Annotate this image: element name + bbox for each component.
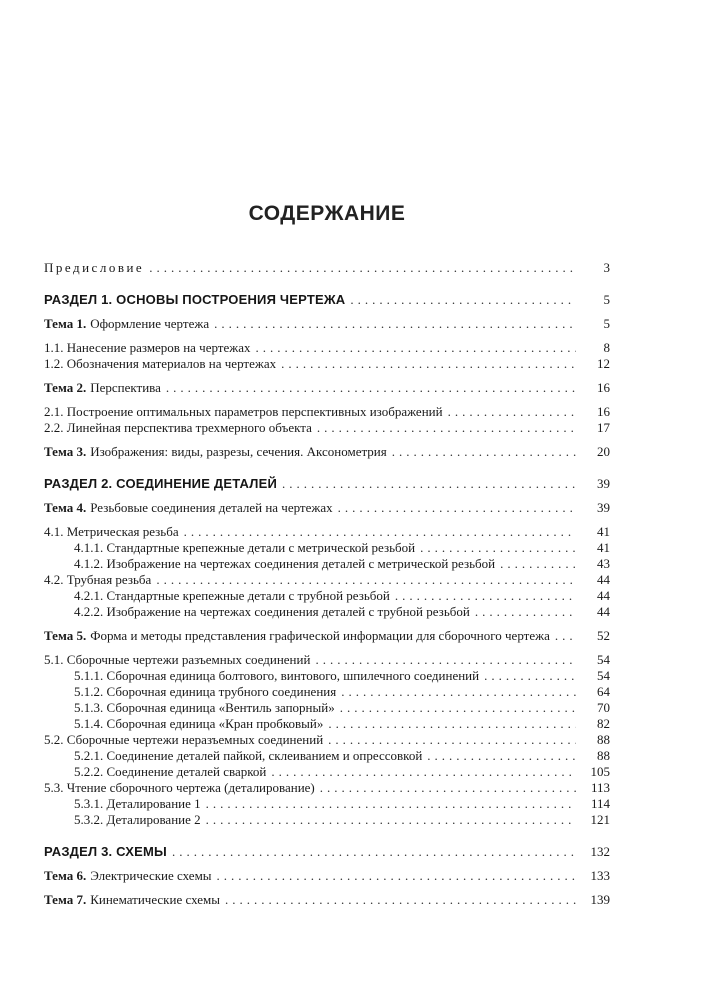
toc-entry-label — [74, 540, 415, 556]
dot-leader — [156, 572, 576, 588]
dot-leader — [341, 684, 576, 700]
toc-entry — [44, 340, 610, 356]
toc-entry-page: 41 — [597, 540, 610, 555]
toc-entry-label — [44, 476, 277, 492]
toc-entry — [44, 588, 610, 604]
dot-leader — [427, 748, 576, 764]
toc-entry-label — [74, 764, 266, 780]
toc-entry-page: 82 — [597, 716, 610, 731]
toc-entry-text: 5.3.1. Деталирование 1 — [74, 796, 201, 811]
toc-entry — [44, 556, 610, 572]
toc-entry-label — [44, 316, 209, 332]
toc-entry-prefix: Тема 4. — [44, 500, 87, 515]
toc-entry-text: РАЗДЕЛ 3. СХЕМЫ — [44, 844, 167, 859]
toc-entry-text: Изображения: виды, разрезы, сечения. Аксонометрия — [90, 444, 387, 459]
toc-entry-page: 133 — [590, 868, 610, 883]
toc-entry-page: 17 — [597, 420, 610, 435]
dot-leader — [282, 476, 576, 492]
toc-entry-label — [74, 700, 335, 716]
dot-leader — [281, 356, 576, 372]
toc-entry-page: 39 — [597, 500, 610, 515]
toc-entry-prefix: Тема 2. — [44, 380, 87, 395]
toc-entry-page: 132 — [590, 844, 610, 859]
toc-entry-page: 44 — [597, 572, 610, 587]
toc-entry-text: Кинематические схемы — [90, 892, 220, 907]
toc-entry-label — [74, 604, 470, 620]
toc-entry-page: 139 — [590, 892, 610, 907]
toc-entry-page: 54 — [597, 668, 610, 683]
toc-entry-label — [44, 260, 144, 276]
toc-entry-label — [44, 444, 387, 460]
dot-leader — [448, 404, 576, 420]
toc-entry-label — [44, 780, 315, 796]
dot-leader — [256, 340, 576, 356]
dot-leader — [317, 420, 576, 436]
page-title: СОДЕРЖАНИЕ — [248, 202, 406, 225]
toc-entry-page: 88 — [597, 748, 610, 763]
toc-entry — [44, 316, 610, 332]
toc-entry — [44, 780, 610, 796]
dot-leader — [350, 292, 576, 308]
toc-entry-page: 52 — [597, 628, 610, 643]
dot-leader — [395, 588, 576, 604]
toc-entry — [44, 476, 610, 492]
toc-entry-page: 121 — [590, 812, 610, 827]
toc-entry-text: 5.1. Сборочные чертежи разъемных соединений — [44, 652, 311, 667]
toc-entry-text: РАЗДЕЛ 1. ОСНОВЫ ПОСТРОЕНИЯ ЧЕРТЕЖА — [44, 292, 346, 307]
toc-entry — [44, 652, 610, 668]
toc-entry-label — [44, 652, 310, 668]
toc-entry-label — [44, 340, 251, 356]
dot-leader — [338, 500, 576, 516]
toc-entry-prefix: Тема 3. — [44, 444, 87, 459]
toc-entry-text: 4.1.1. Стандартные крепежные детали с метрической резьбой — [74, 540, 416, 555]
toc-entry-label — [44, 292, 345, 308]
toc-entry-text: 5.2. Сборочные чертежи неразъемных соединений — [44, 732, 324, 747]
toc-entry-text: 5.2.1. Соединение деталей пайкой, склеиванием и опрессовкой — [74, 748, 423, 763]
toc-entry-label — [44, 732, 323, 748]
toc-entry — [44, 628, 610, 644]
toc-entry-page: 70 — [597, 700, 610, 715]
dot-leader — [392, 444, 576, 460]
dot-leader — [166, 380, 576, 396]
toc-entry-prefix: Тема 7. — [44, 892, 87, 907]
dot-leader — [475, 604, 576, 620]
dot-leader — [206, 812, 576, 828]
toc-entry-page: 20 — [597, 444, 610, 459]
toc-entry — [44, 716, 610, 732]
toc-entry-text: 1.2. Обозначения материалов на чертежах — [44, 356, 277, 371]
dot-leader — [328, 732, 576, 748]
toc-entry-text: 4.1.2. Изображение на чертежах соединения деталей с метрической резьбой — [74, 556, 496, 571]
toc-entry-text: 4.2.1. Стандартные крепежные детали с трубной резьбой — [74, 588, 390, 603]
dot-leader — [340, 700, 576, 716]
toc-entry — [44, 764, 610, 780]
toc-entry-text: 4.2. Трубная резьба — [44, 572, 152, 587]
toc-entry-text: 5.1.2. Сборочная единица трубного соединения — [74, 684, 337, 699]
toc-entry-text: 5.3. Чтение сборочного чертежа (деталирование) — [44, 780, 315, 795]
toc-entry-label — [74, 556, 495, 572]
toc-entry — [44, 732, 610, 748]
toc-entry-page: 16 — [597, 404, 610, 419]
dot-leader — [420, 540, 576, 556]
toc-entry-label — [44, 868, 212, 884]
dot-leader — [500, 556, 576, 572]
toc-entry-text: Резьбовые соединения деталей на чертежах — [90, 500, 333, 515]
toc-entry-label — [44, 892, 220, 908]
toc-entry-text: Перспектива — [90, 380, 161, 395]
toc-entry — [44, 700, 610, 716]
toc-entry-prefix: Тема 6. — [44, 868, 87, 883]
toc-entry — [44, 524, 610, 540]
dot-leader — [484, 668, 576, 684]
toc-entry — [44, 868, 610, 884]
toc-entry-page: 41 — [597, 524, 610, 539]
toc-entry-page: 5 — [603, 292, 610, 307]
toc-entry-label — [44, 572, 151, 588]
toc-entry — [44, 444, 610, 460]
toc-entry-text: 2.1. Построение оптимальных параметров перспективных изображений — [44, 404, 443, 419]
toc-list — [44, 260, 610, 908]
toc-entry — [44, 844, 610, 860]
toc-entry-page: 12 — [597, 356, 610, 371]
toc-entry — [44, 604, 610, 620]
dot-leader — [315, 652, 576, 668]
toc-entry — [44, 748, 610, 764]
toc-entry-text: Предисловие — [44, 260, 145, 275]
toc-entry — [44, 356, 610, 372]
toc-entry-page: 5 — [603, 316, 610, 331]
dot-leader — [271, 764, 576, 780]
toc-entry-label — [44, 420, 312, 436]
dot-leader — [149, 260, 576, 276]
toc-entry-text: Форма и методы представления графической информации для сборочного чертежа — [90, 628, 550, 643]
toc-entry-text: 4.1. Метрическая резьба — [44, 524, 179, 539]
toc-entry-text: 5.3.2. Деталирование 2 — [74, 812, 201, 827]
toc-entry-prefix: Тема 1. — [44, 316, 87, 331]
toc-entry-label — [74, 716, 323, 732]
toc-entry-page: 88 — [597, 732, 610, 747]
toc-entry-page: 8 — [603, 340, 610, 355]
toc-entry-text: 5.1.3. Сборочная единица «Вентиль запорный» — [74, 700, 335, 715]
toc-entry-page: 44 — [597, 588, 610, 603]
toc-entry-label — [44, 380, 161, 396]
toc-entry-page: 3 — [603, 260, 610, 275]
toc-entry-text: 5.2.2. Соединение деталей сваркой — [74, 764, 267, 779]
toc-entry-text: 1.1. Нанесение размеров на чертежах — [44, 340, 251, 355]
toc-entry-label — [74, 748, 422, 764]
toc-entry-label — [44, 844, 167, 860]
toc-entry — [44, 892, 610, 908]
toc-entry — [44, 420, 610, 436]
toc-entry — [44, 404, 610, 420]
toc-entry-text: 2.2. Линейная перспектива трехмерного объекта — [44, 420, 312, 435]
toc-entry-text: Оформление чертежа — [90, 316, 210, 331]
toc-entry-text: 4.2.2. Изображение на чертежах соединения деталей с трубной резьбой — [74, 604, 470, 619]
toc-entry-label — [74, 588, 390, 604]
toc-entry-page: 113 — [590, 780, 610, 795]
dot-leader — [555, 628, 576, 644]
toc-entry — [44, 540, 610, 556]
dot-leader — [328, 716, 576, 732]
toc-entry-label — [74, 684, 336, 700]
toc-entry-label — [44, 356, 276, 372]
toc-entry-text: 5.1.1. Сборочная единица болтового, винтового, шпилечного соединений — [74, 668, 480, 683]
toc-entry-text: РАЗДЕЛ 2. СОЕДИНЕНИЕ ДЕТАЛЕЙ — [44, 476, 278, 491]
toc-entry-page: 64 — [597, 684, 610, 699]
toc-entry-page: 16 — [597, 380, 610, 395]
toc-entry-page: 114 — [590, 796, 610, 811]
toc-entry-page: 105 — [590, 764, 610, 779]
toc-entry-page: 54 — [597, 652, 610, 667]
toc-entry-prefix: Тема 5. — [44, 628, 87, 643]
toc-entry — [44, 812, 610, 828]
dot-leader — [206, 796, 576, 812]
toc-entry-text: Электрические схемы — [90, 868, 212, 883]
toc-entry-label — [44, 500, 333, 516]
toc-entry-label — [44, 524, 179, 540]
dot-leader — [225, 892, 576, 908]
dot-leader — [217, 868, 576, 884]
toc-entry — [44, 380, 610, 396]
toc-entry-page: 44 — [597, 604, 610, 619]
toc-entry — [44, 796, 610, 812]
toc-entry-page: 39 — [597, 476, 610, 491]
toc-entry — [44, 572, 610, 588]
toc-entry-label — [44, 404, 443, 420]
toc-entry-label — [44, 628, 550, 644]
toc-entry — [44, 668, 610, 684]
toc-entry-label — [74, 812, 201, 828]
dot-leader — [184, 524, 576, 540]
toc-entry — [44, 260, 610, 276]
toc-entry — [44, 292, 610, 308]
dot-leader — [172, 844, 576, 860]
dot-leader — [320, 780, 576, 796]
dot-leader — [214, 316, 576, 332]
toc-entry — [44, 684, 610, 700]
toc-entry-page: 43 — [597, 556, 610, 571]
toc-entry-label — [74, 796, 201, 812]
toc-entry-text: 5.1.4. Сборочная единица «Кран пробковый» — [74, 716, 324, 731]
toc-entry — [44, 500, 610, 516]
toc-entry-label — [74, 668, 479, 684]
